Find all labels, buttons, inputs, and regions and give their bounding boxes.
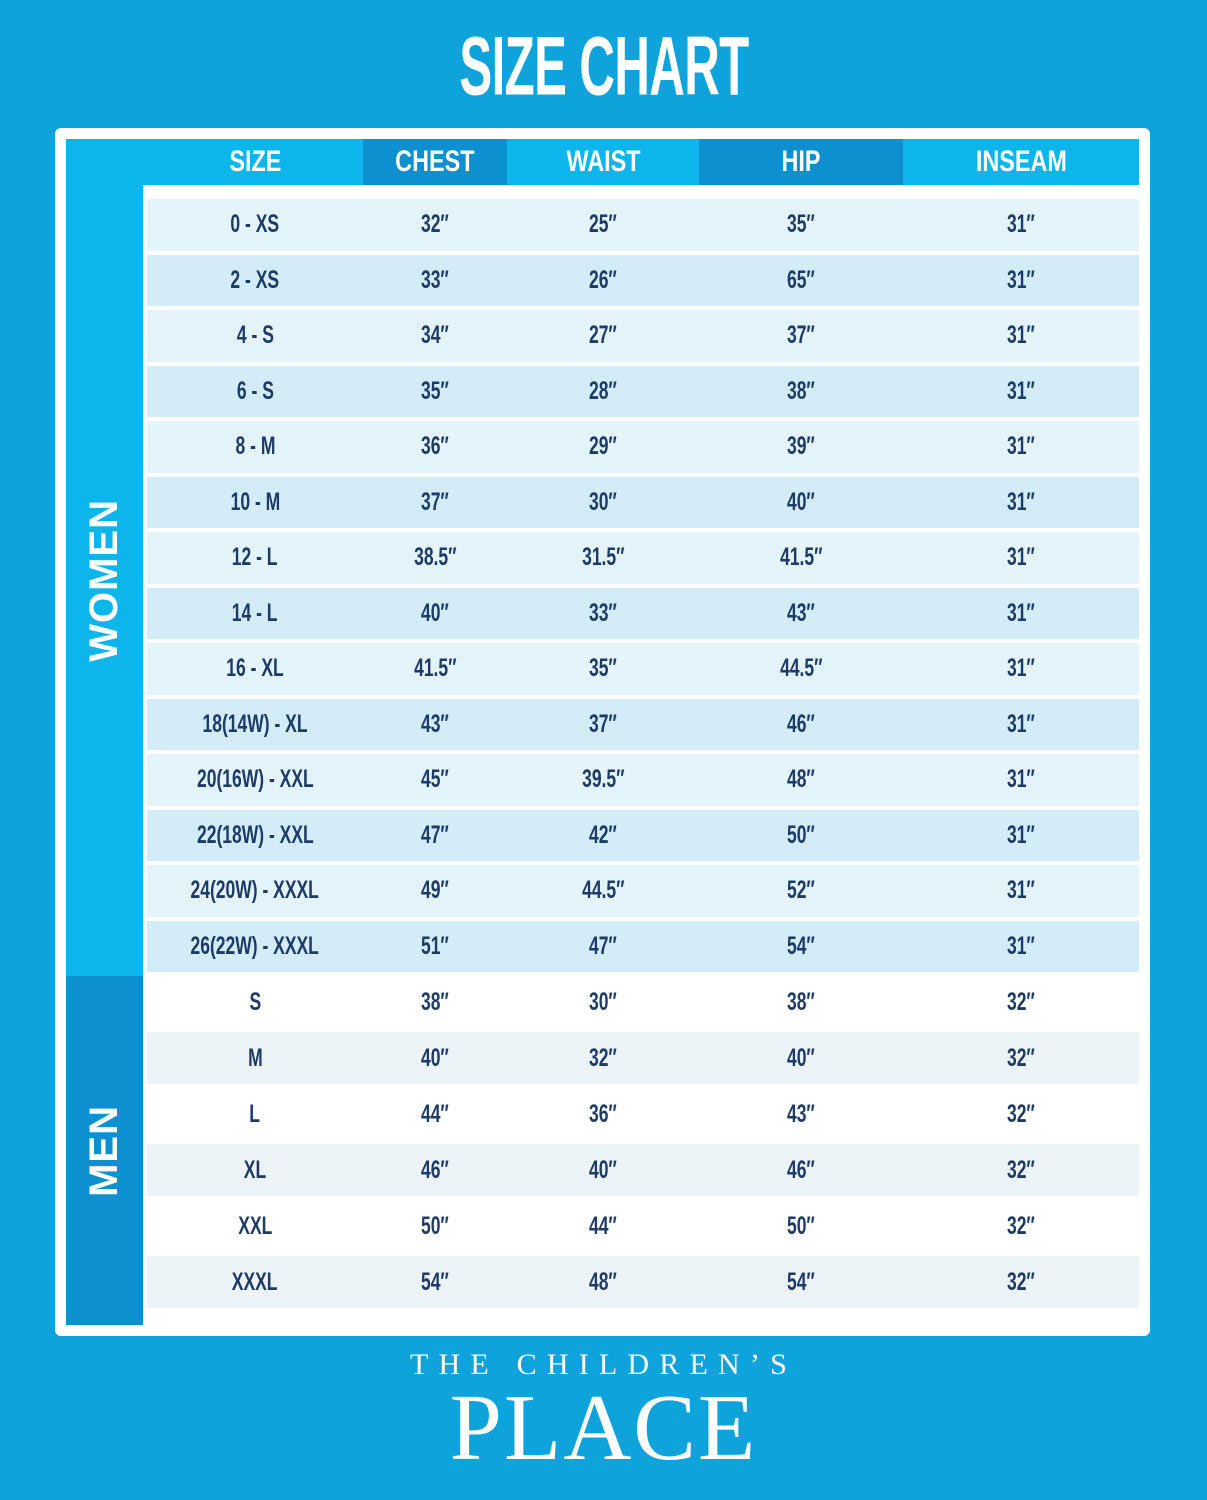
table-row	[147, 532, 1139, 584]
cell-chest-text: 54″	[421, 1267, 449, 1296]
cell-inseam	[903, 865, 1139, 917]
cell-size-text: 16 - XL	[226, 654, 284, 683]
cell-size-text: 14 - L	[232, 598, 278, 627]
cell-size	[147, 1088, 363, 1140]
cell-hip-text: 38″	[787, 376, 815, 405]
cell-hip	[699, 810, 903, 862]
column-header-inseam: INSEAM	[975, 145, 1067, 178]
cell-waist	[507, 754, 699, 806]
cell-waist	[507, 1032, 699, 1084]
cell-inseam-text: 31″	[1007, 876, 1035, 905]
cell-size-text: 18(14W) - XL	[202, 709, 308, 738]
table-row	[147, 754, 1139, 806]
cell-hip-text: 35″	[787, 210, 815, 239]
cell-waist	[507, 588, 699, 640]
cell-hip-text: 40″	[787, 1043, 815, 1072]
column-header-chest: CHEST	[363, 139, 507, 185]
table-row	[147, 1200, 1139, 1252]
cell-size	[147, 366, 363, 418]
cell-chest	[363, 588, 507, 640]
table-row	[147, 588, 1139, 640]
cell-inseam-text: 31″	[1007, 265, 1035, 294]
cell-inseam	[903, 976, 1139, 1028]
cell-size	[147, 477, 363, 529]
cell-size	[147, 921, 363, 973]
cell-hip	[699, 1032, 903, 1084]
table-row	[147, 310, 1139, 362]
page-title	[0, 20, 1207, 113]
cell-chest	[363, 1144, 507, 1196]
cell-inseam-text: 32″	[1007, 1043, 1035, 1072]
cell-inseam-text: 31″	[1007, 654, 1035, 683]
women-section-band	[66, 185, 143, 976]
cell-waist	[507, 976, 699, 1028]
cell-waist	[507, 699, 699, 751]
cell-chest	[363, 1200, 507, 1252]
cell-hip	[699, 976, 903, 1028]
cell-waist-text: 42″	[589, 820, 617, 849]
cell-hip-text: 44.5″	[779, 654, 823, 683]
cell-chest	[363, 976, 507, 1028]
men-section-label: MEN	[82, 1104, 126, 1197]
cell-chest-text: 49″	[421, 876, 449, 905]
cell-inseam-text: 32″	[1007, 1155, 1035, 1184]
table-header	[66, 139, 1139, 185]
cell-waist-text: 37″	[589, 709, 617, 738]
cell-hip-text: 39″	[787, 432, 815, 461]
cell-hip-text: 54″	[787, 931, 815, 960]
cell-chest	[363, 643, 507, 695]
cell-chest	[363, 1088, 507, 1140]
cell-size-text: 10 - M	[230, 487, 280, 516]
cell-hip-text: 48″	[787, 765, 815, 794]
cell-chest	[363, 921, 507, 973]
cell-waist	[507, 865, 699, 917]
cell-size-text: M	[247, 1043, 263, 1072]
cell-inseam	[903, 1032, 1139, 1084]
header-corner-cell	[66, 139, 147, 185]
cell-size	[147, 255, 363, 307]
cell-inseam-text: 31″	[1007, 765, 1035, 794]
cell-inseam	[903, 1088, 1139, 1140]
cell-waist	[507, 421, 699, 473]
cell-inseam	[903, 421, 1139, 473]
cell-size-text: S	[249, 987, 261, 1016]
table-body	[66, 185, 1139, 1325]
cell-inseam-text: 32″	[1007, 1267, 1035, 1296]
men-section-band	[66, 976, 143, 1325]
cell-hip	[699, 199, 903, 251]
cell-chest	[363, 366, 507, 418]
column-header-waist: WAIST	[565, 145, 641, 178]
cell-size-text: 20(16W) - XXL	[196, 765, 314, 794]
cell-hip-text: 43″	[787, 598, 815, 627]
table-row	[147, 643, 1139, 695]
table-row	[147, 1144, 1139, 1196]
cell-size	[147, 699, 363, 751]
cell-chest	[363, 199, 507, 251]
women-section-label: WOMEN	[82, 499, 126, 662]
cell-inseam-text: 32″	[1007, 987, 1035, 1016]
cell-chest-text: 36″	[421, 432, 449, 461]
cell-chest-text: 32″	[421, 210, 449, 239]
cell-size-text: 6 - S	[236, 376, 274, 405]
cell-size-text: L	[249, 1099, 261, 1128]
cell-waist-text: 30″	[589, 487, 617, 516]
cell-hip	[699, 366, 903, 418]
cell-chest	[363, 1256, 507, 1308]
cell-waist	[507, 921, 699, 973]
cell-waist-text: 48″	[589, 1267, 617, 1296]
cell-waist-text: 27″	[589, 321, 617, 350]
cell-chest	[363, 754, 507, 806]
cell-chest-text: 44″	[421, 1099, 449, 1128]
cell-waist	[507, 1200, 699, 1252]
cell-hip	[699, 310, 903, 362]
cell-waist-text: 25″	[589, 210, 617, 239]
cell-size	[147, 643, 363, 695]
cell-hip	[699, 255, 903, 307]
cell-inseam	[903, 1256, 1139, 1308]
cell-size	[147, 810, 363, 862]
cell-waist	[507, 255, 699, 307]
cell-waist-text: 29″	[589, 432, 617, 461]
cell-size	[147, 421, 363, 473]
column-header-size: SIZE	[228, 145, 282, 178]
cell-hip	[699, 477, 903, 529]
cell-hip-text: 46″	[787, 1155, 815, 1184]
cell-inseam-text: 31″	[1007, 432, 1035, 461]
cell-size	[147, 1200, 363, 1252]
cell-size-text: XXL	[237, 1211, 273, 1240]
table-row	[147, 976, 1139, 1028]
cell-waist-text: 35″	[589, 654, 617, 683]
cell-size	[147, 310, 363, 362]
cell-size-text: 26(22W) - XXXL	[190, 931, 320, 960]
cell-chest-text: 47″	[421, 820, 449, 849]
cell-chest	[363, 421, 507, 473]
brand-logo-top-line: THE CHILDREN’S	[410, 1348, 797, 1381]
cell-waist-text: 39.5″	[581, 765, 625, 794]
cell-hip	[699, 1256, 903, 1308]
cell-waist	[507, 310, 699, 362]
table-row	[147, 1256, 1139, 1308]
cell-inseam-text: 31″	[1007, 598, 1035, 627]
cell-inseam	[903, 588, 1139, 640]
cell-waist	[507, 643, 699, 695]
cell-waist-text: 47″	[589, 931, 617, 960]
table-row	[147, 865, 1139, 917]
cell-waist-text: 33″	[589, 598, 617, 627]
cell-size-text: XL	[243, 1155, 267, 1184]
cell-chest-text: 50″	[421, 1211, 449, 1240]
cell-inseam-text: 32″	[1007, 1099, 1035, 1128]
cell-chest-text: 38.5″	[413, 543, 457, 572]
cell-inseam	[903, 921, 1139, 973]
cell-waist	[507, 810, 699, 862]
cell-hip	[699, 754, 903, 806]
brand-logo	[0, 1348, 1207, 1480]
cell-hip-text: 38″	[787, 987, 815, 1016]
cell-chest-text: 33″	[421, 265, 449, 294]
cell-size-text: 2 - XS	[230, 265, 280, 294]
cell-inseam	[903, 1200, 1139, 1252]
cell-inseam	[903, 754, 1139, 806]
cell-inseam	[903, 477, 1139, 529]
cell-hip	[699, 643, 903, 695]
cell-hip-text: 46″	[787, 709, 815, 738]
cell-waist-text: 36″	[589, 1099, 617, 1128]
cell-waist	[507, 477, 699, 529]
table-row	[147, 255, 1139, 307]
cell-inseam-text: 31″	[1007, 931, 1035, 960]
table-row	[147, 810, 1139, 862]
cell-size-text: 12 - L	[232, 543, 278, 572]
table-row	[147, 921, 1139, 973]
cell-hip-text: 40″	[787, 487, 815, 516]
cell-inseam	[903, 643, 1139, 695]
cell-waist-text: 26″	[589, 265, 617, 294]
cell-hip	[699, 421, 903, 473]
cell-hip	[699, 588, 903, 640]
table-rows	[147, 185, 1139, 1325]
table-row	[147, 699, 1139, 751]
cell-hip	[699, 865, 903, 917]
section-bands	[66, 185, 143, 1325]
cell-hip	[699, 1088, 903, 1140]
cell-waist-text: 28″	[589, 376, 617, 405]
cell-chest-text: 45″	[421, 765, 449, 794]
cell-hip-text: 37″	[787, 321, 815, 350]
cell-waist	[507, 532, 699, 584]
cell-size	[147, 865, 363, 917]
cell-waist	[507, 1144, 699, 1196]
cell-hip	[699, 699, 903, 751]
cell-chest	[363, 477, 507, 529]
page-title-text: SIZE CHART	[458, 20, 749, 113]
cell-inseam	[903, 199, 1139, 251]
size-chart-panel	[55, 128, 1150, 1336]
cell-size	[147, 199, 363, 251]
cell-hip	[699, 1200, 903, 1252]
cell-size	[147, 1032, 363, 1084]
table-row	[147, 199, 1139, 251]
cell-size	[147, 1144, 363, 1196]
cell-waist	[507, 199, 699, 251]
cell-chest-text: 40″	[421, 598, 449, 627]
cell-hip-text: 65″	[787, 265, 815, 294]
cell-waist	[507, 366, 699, 418]
cell-chest-text: 37″	[421, 487, 449, 516]
cell-chest-text: 34″	[421, 321, 449, 350]
cell-waist-text: 30″	[589, 987, 617, 1016]
cell-inseam	[903, 310, 1139, 362]
cell-hip-text: 50″	[787, 1211, 815, 1240]
cell-size-text: 8 - M	[235, 432, 275, 461]
cell-size	[147, 754, 363, 806]
cell-hip-text: 50″	[787, 820, 815, 849]
cell-waist	[507, 1088, 699, 1140]
cell-size	[147, 588, 363, 640]
cell-chest-text: 38″	[421, 987, 449, 1016]
cell-inseam	[903, 366, 1139, 418]
cell-hip	[699, 1144, 903, 1196]
cell-chest	[363, 310, 507, 362]
cell-size-text: 4 - S	[236, 321, 274, 350]
brand-logo-bottom-line: PLACE	[449, 1376, 758, 1480]
cell-inseam-text: 31″	[1007, 487, 1035, 516]
cell-inseam	[903, 810, 1139, 862]
cell-chest	[363, 255, 507, 307]
cell-inseam-text: 31″	[1007, 709, 1035, 738]
cell-chest	[363, 810, 507, 862]
table-row	[147, 1032, 1139, 1084]
cell-waist	[507, 1256, 699, 1308]
cell-size-text: 24(20W) - XXXL	[190, 876, 320, 905]
cell-chest-text: 43″	[421, 709, 449, 738]
cell-hip	[699, 532, 903, 584]
cell-size-text: 0 - XS	[230, 210, 280, 239]
cell-size	[147, 1256, 363, 1308]
cell-hip-text: 41.5″	[779, 543, 823, 572]
cell-inseam-text: 31″	[1007, 321, 1035, 350]
table-row	[147, 366, 1139, 418]
cell-inseam-text: 31″	[1007, 210, 1035, 239]
cell-inseam	[903, 1144, 1139, 1196]
cell-chest	[363, 532, 507, 584]
cell-size-text: XXXL	[232, 1267, 278, 1296]
column-header-hip: HIP	[699, 139, 903, 185]
cell-waist-text: 31.5″	[581, 543, 625, 572]
cell-chest-text: 35″	[421, 376, 449, 405]
cell-chest	[363, 1032, 507, 1084]
cell-inseam	[903, 532, 1139, 584]
cell-waist-text: 44.5″	[581, 876, 625, 905]
table-row	[147, 1088, 1139, 1140]
table-row	[147, 477, 1139, 529]
cell-waist-text: 44″	[589, 1211, 617, 1240]
cell-chest-text: 46″	[421, 1155, 449, 1184]
cell-size	[147, 532, 363, 584]
cell-chest-text: 41.5″	[413, 654, 457, 683]
cell-inseam-text: 32″	[1007, 1211, 1035, 1240]
cell-chest-text: 51″	[421, 931, 449, 960]
cell-inseam-text: 31″	[1007, 376, 1035, 405]
table-row	[147, 421, 1139, 473]
cell-inseam	[903, 699, 1139, 751]
cell-hip-text: 52″	[787, 876, 815, 905]
cell-hip-text: 54″	[787, 1267, 815, 1296]
cell-size	[147, 976, 363, 1028]
cell-chest	[363, 699, 507, 751]
cell-waist-text: 32″	[589, 1043, 617, 1072]
cell-hip	[699, 921, 903, 973]
cell-size-text: 22(18W) - XXL	[196, 820, 314, 849]
cell-inseam	[903, 255, 1139, 307]
cell-waist-text: 40″	[589, 1155, 617, 1184]
cell-chest	[363, 865, 507, 917]
cell-chest-text: 40″	[421, 1043, 449, 1072]
cell-inseam-text: 31″	[1007, 543, 1035, 572]
cell-inseam-text: 31″	[1007, 820, 1035, 849]
cell-hip-text: 43″	[787, 1099, 815, 1128]
